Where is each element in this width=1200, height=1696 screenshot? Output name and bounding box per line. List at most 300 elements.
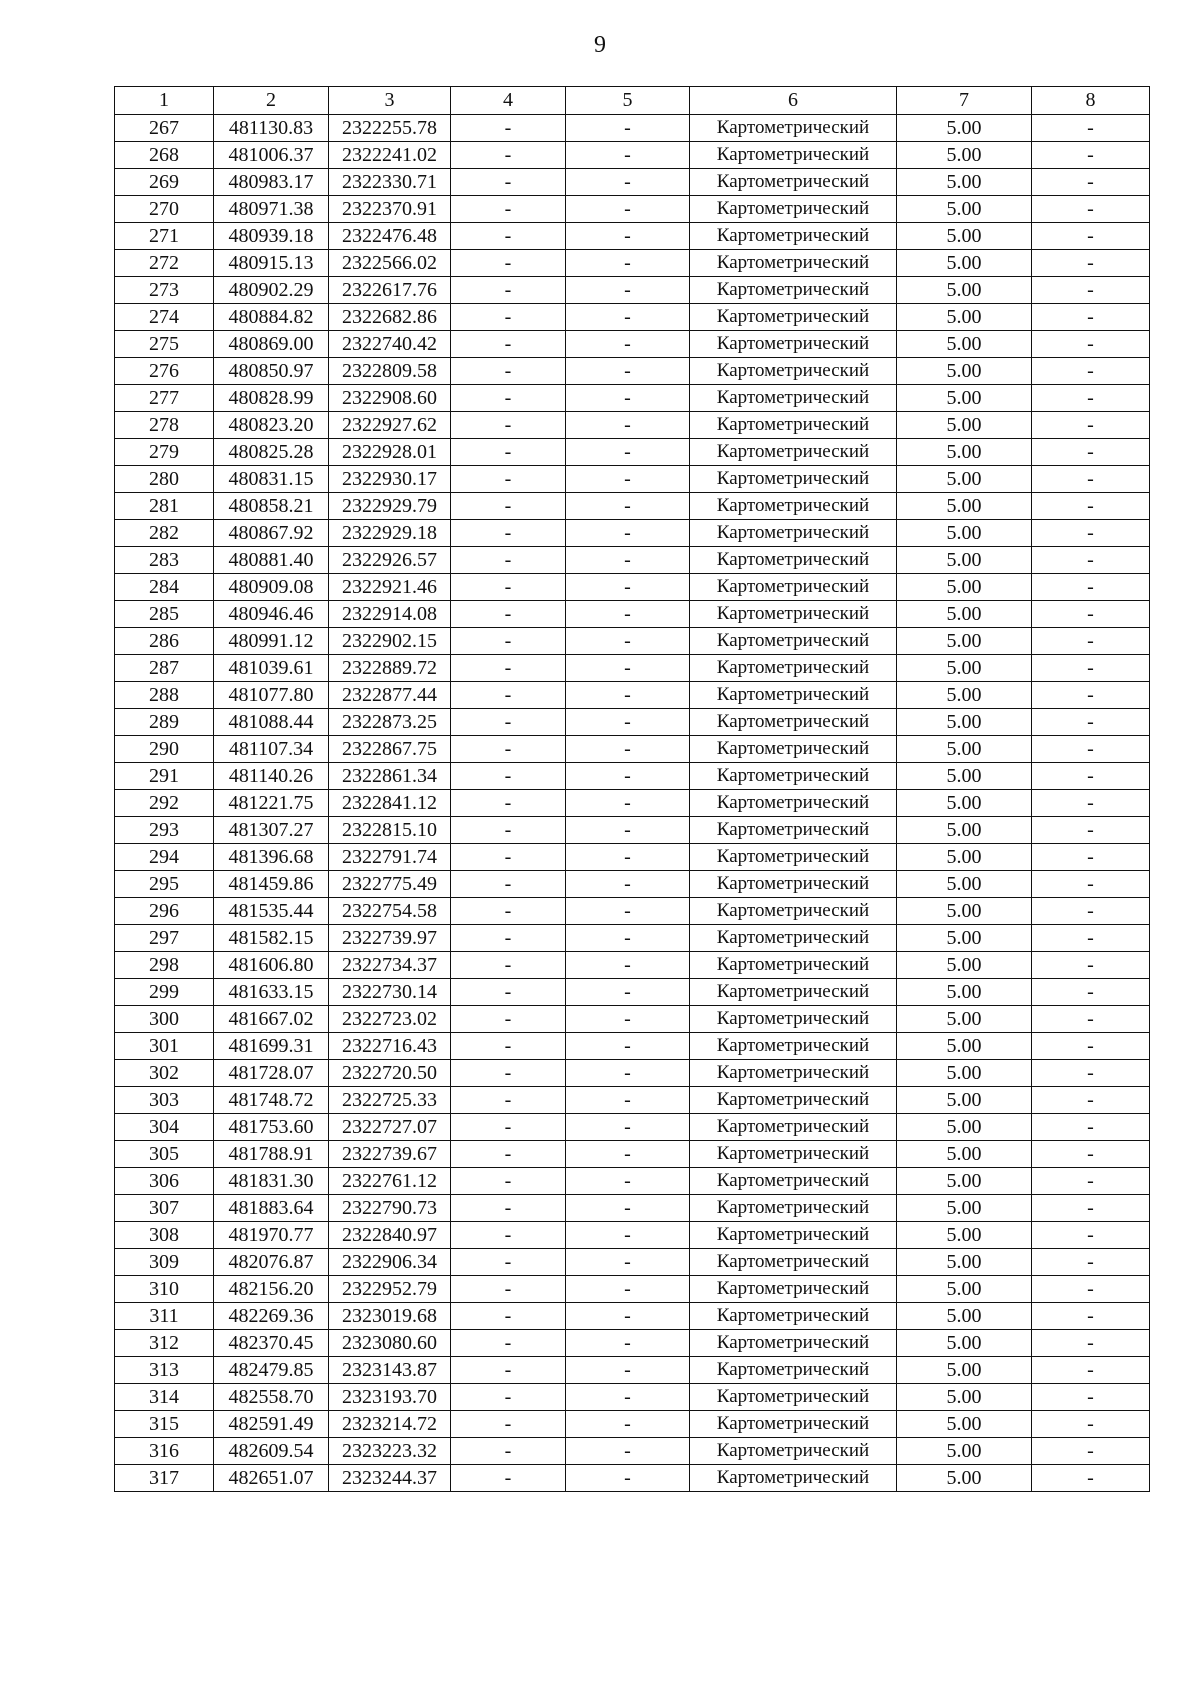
- column-8-value-cell: -: [1032, 817, 1150, 844]
- table-row: [115, 1249, 1150, 1276]
- column-8-value-cell: -: [1032, 1195, 1150, 1222]
- column-8-value-cell: -: [1032, 304, 1150, 331]
- method-cell: Картометрический: [690, 682, 897, 709]
- x-coordinate-cell: 481396.68: [214, 844, 329, 871]
- column-4-value-cell: -: [451, 952, 566, 979]
- x-coordinate-cell: 480971.38: [214, 196, 329, 223]
- table-row: [115, 952, 1150, 979]
- point-number-cell: 306: [115, 1168, 214, 1195]
- y-coordinate-cell: 2322739.67: [329, 1141, 451, 1168]
- x-coordinate-cell: 481582.15: [214, 925, 329, 952]
- column-5-value-cell: -: [566, 1114, 690, 1141]
- page-number: 9: [594, 32, 606, 58]
- table-row: [115, 925, 1150, 952]
- point-number-cell: 267: [115, 115, 214, 142]
- table-row: [115, 331, 1150, 358]
- x-coordinate-cell: 480825.28: [214, 439, 329, 466]
- column-8-value-cell: -: [1032, 1033, 1150, 1060]
- method-cell: Картометрический: [690, 1411, 897, 1438]
- table-row: [115, 709, 1150, 736]
- method-cell: Картометрический: [690, 439, 897, 466]
- point-number-cell: 314: [115, 1384, 214, 1411]
- table-row: [115, 1357, 1150, 1384]
- point-number-cell: 317: [115, 1465, 214, 1492]
- point-number-cell: 298: [115, 952, 214, 979]
- column-4-value-cell: -: [451, 1465, 566, 1492]
- table-row: [115, 223, 1150, 250]
- x-coordinate-cell: 481221.75: [214, 790, 329, 817]
- table-row: [115, 1033, 1150, 1060]
- method-cell: Картометрический: [690, 655, 897, 682]
- column-5-value-cell: -: [566, 1303, 690, 1330]
- method-cell: Картометрический: [690, 358, 897, 385]
- method-cell: Картометрический: [690, 331, 897, 358]
- accuracy-cell: 5.00: [897, 439, 1032, 466]
- x-coordinate-cell: 482609.54: [214, 1438, 329, 1465]
- accuracy-cell: 5.00: [897, 1141, 1032, 1168]
- table-row: [115, 736, 1150, 763]
- column-4-value-cell: -: [451, 1033, 566, 1060]
- point-number-cell: 289: [115, 709, 214, 736]
- column-5-value-cell: -: [566, 709, 690, 736]
- table-row: [115, 574, 1150, 601]
- column-5-value-cell: -: [566, 412, 690, 439]
- method-cell: Картометрический: [690, 925, 897, 952]
- y-coordinate-cell: 2323214.72: [329, 1411, 451, 1438]
- table-row: [115, 1168, 1150, 1195]
- table-row: [115, 601, 1150, 628]
- point-number-cell: 307: [115, 1195, 214, 1222]
- point-number-cell: 286: [115, 628, 214, 655]
- column-8-value-cell: -: [1032, 439, 1150, 466]
- x-coordinate-cell: 482651.07: [214, 1465, 329, 1492]
- table-row: [115, 304, 1150, 331]
- column-8-value-cell: -: [1032, 520, 1150, 547]
- table-row: [115, 277, 1150, 304]
- y-coordinate-cell: 2322908.60: [329, 385, 451, 412]
- table-row: [115, 358, 1150, 385]
- column-8-value-cell: -: [1032, 1438, 1150, 1465]
- column-4-value-cell: -: [451, 358, 566, 385]
- x-coordinate-cell: 481130.83: [214, 115, 329, 142]
- column-header-2: 2: [214, 87, 329, 115]
- x-coordinate-cell: 482591.49: [214, 1411, 329, 1438]
- table-row: [115, 1114, 1150, 1141]
- point-number-cell: 310: [115, 1276, 214, 1303]
- point-number-cell: 313: [115, 1357, 214, 1384]
- x-coordinate-cell: 481748.72: [214, 1087, 329, 1114]
- method-cell: Картометрический: [690, 601, 897, 628]
- column-5-value-cell: -: [566, 898, 690, 925]
- column-5-value-cell: -: [566, 1006, 690, 1033]
- point-number-cell: 315: [115, 1411, 214, 1438]
- column-4-value-cell: -: [451, 1411, 566, 1438]
- column-8-value-cell: -: [1032, 979, 1150, 1006]
- y-coordinate-cell: 2322921.46: [329, 574, 451, 601]
- column-4-value-cell: -: [451, 1330, 566, 1357]
- table-header: [115, 87, 1150, 115]
- column-8-value-cell: -: [1032, 1303, 1150, 1330]
- y-coordinate-cell: 2322754.58: [329, 898, 451, 925]
- column-8-value-cell: -: [1032, 1384, 1150, 1411]
- column-5-value-cell: -: [566, 547, 690, 574]
- x-coordinate-cell: 481970.77: [214, 1222, 329, 1249]
- table-row: [115, 1006, 1150, 1033]
- y-coordinate-cell: 2322815.10: [329, 817, 451, 844]
- table-row: [115, 250, 1150, 277]
- column-4-value-cell: -: [451, 1438, 566, 1465]
- column-8-value-cell: -: [1032, 790, 1150, 817]
- point-number-cell: 288: [115, 682, 214, 709]
- x-coordinate-cell: 480867.92: [214, 520, 329, 547]
- column-4-value-cell: -: [451, 736, 566, 763]
- column-5-value-cell: -: [566, 1411, 690, 1438]
- column-5-value-cell: -: [566, 1222, 690, 1249]
- column-5-value-cell: -: [566, 520, 690, 547]
- method-cell: Картометрический: [690, 574, 897, 601]
- column-4-value-cell: -: [451, 682, 566, 709]
- x-coordinate-cell: 481006.37: [214, 142, 329, 169]
- table-row: [115, 817, 1150, 844]
- x-coordinate-cell: 480915.13: [214, 250, 329, 277]
- accuracy-cell: 5.00: [897, 1087, 1032, 1114]
- column-4-value-cell: -: [451, 1195, 566, 1222]
- column-5-value-cell: -: [566, 1249, 690, 1276]
- table-row: [115, 439, 1150, 466]
- point-number-cell: 285: [115, 601, 214, 628]
- method-cell: Картометрический: [690, 1303, 897, 1330]
- column-5-value-cell: -: [566, 466, 690, 493]
- accuracy-cell: 5.00: [897, 1060, 1032, 1087]
- column-4-value-cell: -: [451, 223, 566, 250]
- accuracy-cell: 5.00: [897, 115, 1032, 142]
- column-8-value-cell: -: [1032, 169, 1150, 196]
- x-coordinate-cell: 480831.15: [214, 466, 329, 493]
- column-8-value-cell: -: [1032, 1006, 1150, 1033]
- accuracy-cell: 5.00: [897, 790, 1032, 817]
- column-header-7: 7: [897, 87, 1032, 115]
- accuracy-cell: 5.00: [897, 169, 1032, 196]
- x-coordinate-cell: 481039.61: [214, 655, 329, 682]
- y-coordinate-cell: 2322914.08: [329, 601, 451, 628]
- y-coordinate-cell: 2323019.68: [329, 1303, 451, 1330]
- column-8-value-cell: -: [1032, 844, 1150, 871]
- point-number-cell: 304: [115, 1114, 214, 1141]
- y-coordinate-cell: 2322867.75: [329, 736, 451, 763]
- column-4-value-cell: -: [451, 196, 566, 223]
- column-5-value-cell: -: [566, 115, 690, 142]
- x-coordinate-cell: 481883.64: [214, 1195, 329, 1222]
- column-5-value-cell: -: [566, 1195, 690, 1222]
- y-coordinate-cell: 2322730.14: [329, 979, 451, 1006]
- method-cell: Картометрический: [690, 142, 897, 169]
- column-4-value-cell: -: [451, 574, 566, 601]
- x-coordinate-cell: 481788.91: [214, 1141, 329, 1168]
- column-4-value-cell: -: [451, 277, 566, 304]
- x-coordinate-cell: 480902.29: [214, 277, 329, 304]
- column-8-value-cell: -: [1032, 628, 1150, 655]
- table-row: [115, 1465, 1150, 1492]
- column-4-value-cell: -: [451, 1087, 566, 1114]
- point-number-cell: 281: [115, 493, 214, 520]
- table-row: [115, 1087, 1150, 1114]
- method-cell: Картометрический: [690, 223, 897, 250]
- point-number-cell: 271: [115, 223, 214, 250]
- method-cell: Картометрический: [690, 844, 897, 871]
- point-number-cell: 296: [115, 898, 214, 925]
- method-cell: Картометрический: [690, 115, 897, 142]
- y-coordinate-cell: 2322617.76: [329, 277, 451, 304]
- column-header-3: 3: [329, 87, 451, 115]
- column-5-value-cell: -: [566, 574, 690, 601]
- method-cell: Картометрический: [690, 1465, 897, 1492]
- y-coordinate-cell: 2322929.79: [329, 493, 451, 520]
- column-4-value-cell: -: [451, 304, 566, 331]
- column-5-value-cell: -: [566, 1384, 690, 1411]
- method-cell: Картометрический: [690, 952, 897, 979]
- column-4-value-cell: -: [451, 1060, 566, 1087]
- table-row: [115, 385, 1150, 412]
- column-8-value-cell: -: [1032, 601, 1150, 628]
- method-cell: Картометрический: [690, 1330, 897, 1357]
- method-cell: Картометрический: [690, 1114, 897, 1141]
- column-4-value-cell: -: [451, 601, 566, 628]
- x-coordinate-cell: 481088.44: [214, 709, 329, 736]
- accuracy-cell: 5.00: [897, 1114, 1032, 1141]
- accuracy-cell: 5.00: [897, 1195, 1032, 1222]
- point-number-cell: 308: [115, 1222, 214, 1249]
- column-8-value-cell: -: [1032, 925, 1150, 952]
- column-5-value-cell: -: [566, 331, 690, 358]
- column-4-value-cell: -: [451, 331, 566, 358]
- x-coordinate-cell: 481728.07: [214, 1060, 329, 1087]
- column-5-value-cell: -: [566, 601, 690, 628]
- column-4-value-cell: -: [451, 466, 566, 493]
- table-row: [115, 115, 1150, 142]
- x-coordinate-cell: 480939.18: [214, 223, 329, 250]
- column-8-value-cell: -: [1032, 277, 1150, 304]
- x-coordinate-cell: 480823.20: [214, 412, 329, 439]
- accuracy-cell: 5.00: [897, 655, 1032, 682]
- table-row: [115, 196, 1150, 223]
- y-coordinate-cell: 2322902.15: [329, 628, 451, 655]
- y-coordinate-cell: 2322877.44: [329, 682, 451, 709]
- column-4-value-cell: -: [451, 142, 566, 169]
- method-cell: Картометрический: [690, 1249, 897, 1276]
- y-coordinate-cell: 2322720.50: [329, 1060, 451, 1087]
- accuracy-cell: 5.00: [897, 412, 1032, 439]
- accuracy-cell: 5.00: [897, 1303, 1032, 1330]
- accuracy-cell: 5.00: [897, 1222, 1032, 1249]
- column-8-value-cell: -: [1032, 1411, 1150, 1438]
- column-4-value-cell: -: [451, 1141, 566, 1168]
- column-4-value-cell: -: [451, 1006, 566, 1033]
- column-4-value-cell: -: [451, 115, 566, 142]
- column-5-value-cell: -: [566, 1330, 690, 1357]
- method-cell: Картометрический: [690, 1276, 897, 1303]
- column-4-value-cell: -: [451, 655, 566, 682]
- accuracy-cell: 5.00: [897, 601, 1032, 628]
- column-4-value-cell: -: [451, 817, 566, 844]
- point-number-cell: 302: [115, 1060, 214, 1087]
- method-cell: Картометрический: [690, 871, 897, 898]
- x-coordinate-cell: 481535.44: [214, 898, 329, 925]
- column-4-value-cell: -: [451, 763, 566, 790]
- point-number-cell: 301: [115, 1033, 214, 1060]
- method-cell: Картометрический: [690, 385, 897, 412]
- column-5-value-cell: -: [566, 169, 690, 196]
- column-4-value-cell: -: [451, 925, 566, 952]
- y-coordinate-cell: 2322682.86: [329, 304, 451, 331]
- method-cell: Картометрический: [690, 709, 897, 736]
- column-4-value-cell: -: [451, 520, 566, 547]
- method-cell: Картометрический: [690, 1222, 897, 1249]
- column-4-value-cell: -: [451, 493, 566, 520]
- x-coordinate-cell: 480983.17: [214, 169, 329, 196]
- column-5-value-cell: -: [566, 655, 690, 682]
- point-number-cell: 284: [115, 574, 214, 601]
- y-coordinate-cell: 2322928.01: [329, 439, 451, 466]
- method-cell: Картометрический: [690, 1438, 897, 1465]
- column-8-value-cell: -: [1032, 1465, 1150, 1492]
- accuracy-cell: 5.00: [897, 1033, 1032, 1060]
- point-number-cell: 280: [115, 466, 214, 493]
- method-cell: Картометрический: [690, 1006, 897, 1033]
- point-number-cell: 295: [115, 871, 214, 898]
- method-cell: Картометрический: [690, 1168, 897, 1195]
- column-8-value-cell: -: [1032, 1330, 1150, 1357]
- column-4-value-cell: -: [451, 1357, 566, 1384]
- accuracy-cell: 5.00: [897, 1411, 1032, 1438]
- point-number-cell: 294: [115, 844, 214, 871]
- column-8-value-cell: -: [1032, 547, 1150, 574]
- x-coordinate-cell: 481753.60: [214, 1114, 329, 1141]
- column-8-value-cell: -: [1032, 1168, 1150, 1195]
- column-5-value-cell: -: [566, 142, 690, 169]
- table-row: [115, 412, 1150, 439]
- y-coordinate-cell: 2322861.34: [329, 763, 451, 790]
- table-row: [115, 142, 1150, 169]
- accuracy-cell: 5.00: [897, 979, 1032, 1006]
- table-row: [115, 871, 1150, 898]
- point-number-cell: 287: [115, 655, 214, 682]
- accuracy-cell: 5.00: [897, 817, 1032, 844]
- accuracy-cell: 5.00: [897, 628, 1032, 655]
- method-cell: Картометрический: [690, 466, 897, 493]
- y-coordinate-cell: 2322241.02: [329, 142, 451, 169]
- method-cell: Картометрический: [690, 979, 897, 1006]
- y-coordinate-cell: 2322734.37: [329, 952, 451, 979]
- table-row: [115, 1384, 1150, 1411]
- point-number-cell: 293: [115, 817, 214, 844]
- column-5-value-cell: -: [566, 871, 690, 898]
- column-5-value-cell: -: [566, 682, 690, 709]
- y-coordinate-cell: 2322809.58: [329, 358, 451, 385]
- point-number-cell: 278: [115, 412, 214, 439]
- column-5-value-cell: -: [566, 844, 690, 871]
- column-8-value-cell: -: [1032, 1276, 1150, 1303]
- column-5-value-cell: -: [566, 196, 690, 223]
- method-cell: Картометрический: [690, 412, 897, 439]
- column-8-value-cell: -: [1032, 466, 1150, 493]
- y-coordinate-cell: 2322929.18: [329, 520, 451, 547]
- x-coordinate-cell: 481077.80: [214, 682, 329, 709]
- x-coordinate-cell: 480884.82: [214, 304, 329, 331]
- x-coordinate-cell: 481606.80: [214, 952, 329, 979]
- column-5-value-cell: -: [566, 277, 690, 304]
- point-number-cell: 279: [115, 439, 214, 466]
- accuracy-cell: 5.00: [897, 1384, 1032, 1411]
- column-header-5: 5: [566, 87, 690, 115]
- column-5-value-cell: -: [566, 1141, 690, 1168]
- column-5-value-cell: -: [566, 1357, 690, 1384]
- y-coordinate-cell: 2322889.72: [329, 655, 451, 682]
- column-5-value-cell: -: [566, 1033, 690, 1060]
- column-4-value-cell: -: [451, 385, 566, 412]
- point-number-cell: 311: [115, 1303, 214, 1330]
- column-4-value-cell: -: [451, 898, 566, 925]
- column-4-value-cell: -: [451, 790, 566, 817]
- column-4-value-cell: -: [451, 979, 566, 1006]
- point-number-cell: 274: [115, 304, 214, 331]
- x-coordinate-cell: 481307.27: [214, 817, 329, 844]
- point-number-cell: 316: [115, 1438, 214, 1465]
- point-number-cell: 270: [115, 196, 214, 223]
- column-8-value-cell: -: [1032, 1357, 1150, 1384]
- method-cell: Картометрический: [690, 277, 897, 304]
- y-coordinate-cell: 2322330.71: [329, 169, 451, 196]
- column-8-value-cell: -: [1032, 1060, 1150, 1087]
- x-coordinate-cell: 481699.31: [214, 1033, 329, 1060]
- accuracy-cell: 5.00: [897, 1168, 1032, 1195]
- column-8-value-cell: -: [1032, 223, 1150, 250]
- accuracy-cell: 5.00: [897, 925, 1032, 952]
- y-coordinate-cell: 2322873.25: [329, 709, 451, 736]
- y-coordinate-cell: 2322739.97: [329, 925, 451, 952]
- point-number-cell: 299: [115, 979, 214, 1006]
- column-5-value-cell: -: [566, 1465, 690, 1492]
- column-header-1: 1: [115, 87, 214, 115]
- point-number-cell: 273: [115, 277, 214, 304]
- column-5-value-cell: -: [566, 250, 690, 277]
- column-8-value-cell: -: [1032, 871, 1150, 898]
- table-row: [115, 169, 1150, 196]
- column-8-value-cell: -: [1032, 898, 1150, 925]
- method-cell: Картометрический: [690, 493, 897, 520]
- column-5-value-cell: -: [566, 790, 690, 817]
- y-coordinate-cell: 2322476.48: [329, 223, 451, 250]
- accuracy-cell: 5.00: [897, 898, 1032, 925]
- table-row: [115, 466, 1150, 493]
- column-8-value-cell: -: [1032, 142, 1150, 169]
- x-coordinate-cell: 480909.08: [214, 574, 329, 601]
- y-coordinate-cell: 2322727.07: [329, 1114, 451, 1141]
- point-number-cell: 272: [115, 250, 214, 277]
- column-5-value-cell: -: [566, 1276, 690, 1303]
- method-cell: Картометрический: [690, 817, 897, 844]
- method-cell: Картометрический: [690, 196, 897, 223]
- column-5-value-cell: -: [566, 1087, 690, 1114]
- y-coordinate-cell: 2322791.74: [329, 844, 451, 871]
- x-coordinate-cell: 481667.02: [214, 1006, 329, 1033]
- accuracy-cell: 5.00: [897, 250, 1032, 277]
- method-cell: Картометрический: [690, 1141, 897, 1168]
- x-coordinate-cell: 480850.97: [214, 358, 329, 385]
- column-4-value-cell: -: [451, 1384, 566, 1411]
- table-row: [115, 628, 1150, 655]
- column-8-value-cell: -: [1032, 763, 1150, 790]
- point-number-cell: 305: [115, 1141, 214, 1168]
